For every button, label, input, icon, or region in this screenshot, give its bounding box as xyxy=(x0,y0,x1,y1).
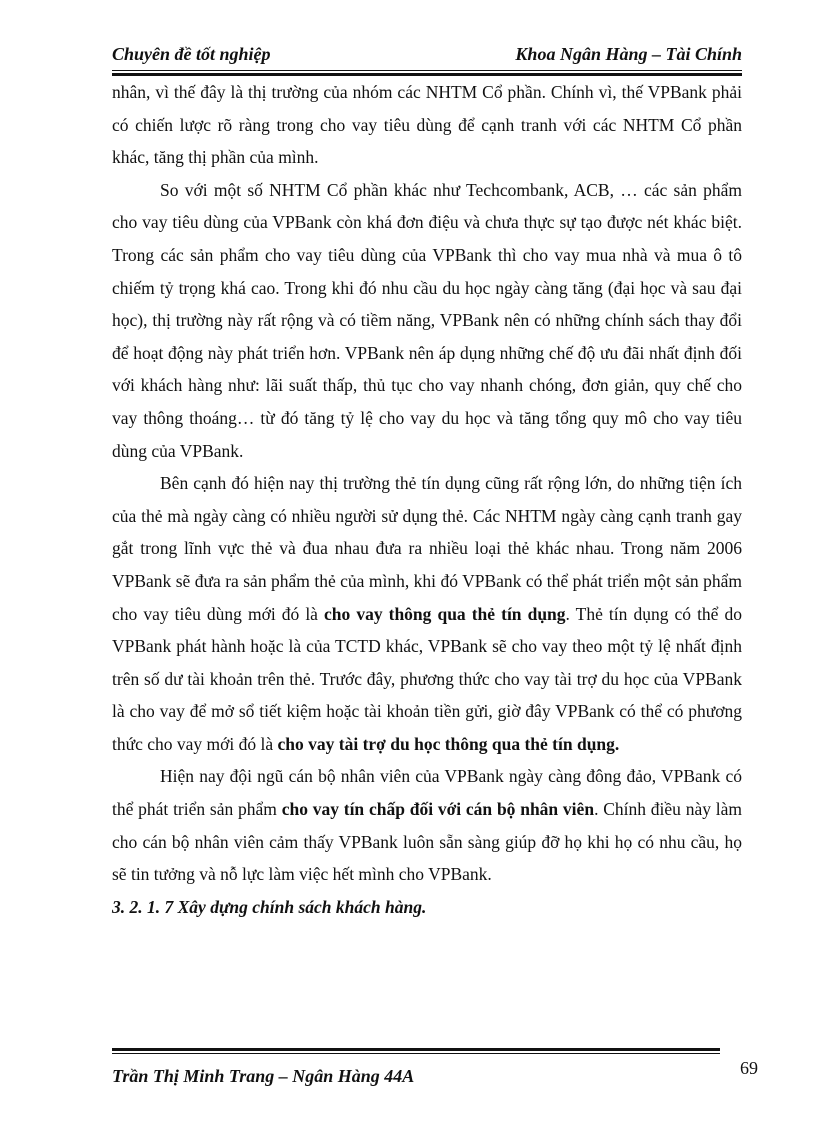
page-header xyxy=(112,38,742,68)
header-rule-thin xyxy=(112,70,742,71)
paragraph-4-text-a: Hiện nay đội ngũ cán bộ nhân viên của VPBank ngày càng đông đảo, VPBank có thể phát triển sản phẩm xyxy=(112,766,742,820)
footer-rule-thin xyxy=(112,1053,720,1054)
paragraph-1: nhân, vì thế đây là thị trường của nhóm các NHTM Cổ phần. Chính vì, thế VPBank phải có chiến lược rõ ràng trong cho vay tiêu dùng để cạnh tranh với các NHTM Cổ phần khác, tăng thị phần của mình. xyxy=(112,82,742,168)
page-footer xyxy=(112,1048,758,1098)
header-title-left: Chuyên đề tốt nghiệp xyxy=(112,44,271,64)
paragraph-3 xyxy=(112,467,742,760)
header-title-right: Khoa Ngân Hàng – Tài Chính xyxy=(515,44,742,64)
paragraph-4-bold-b: cho vay tín chấp đối với cán bộ nhân viên xyxy=(281,799,595,820)
footer-rule-thick xyxy=(112,1048,720,1051)
page-number: 69 xyxy=(740,1058,758,1078)
paragraph-4 xyxy=(112,760,742,890)
paragraph-4-text-c: . Chính điều này làm cho cán bộ nhân viên cảm thấy VPBank luôn sẵn sàng giúp đỡ họ khi họ có nhu cầu, họ sẽ tin tưởng và nỗ lực làm việc hết mình cho VPBank. xyxy=(112,799,742,885)
document-body xyxy=(112,76,742,923)
paragraph-3-text-a: Bên cạnh đó hiện nay thị trường thẻ tín dụng cũng rất rộng lớn, do những tiện ích của thẻ mà ngày càng có nhiều người sử dụng thẻ. Các NHTM ngày càng cạnh tranh gay gắt trong lĩnh vực thẻ và đua nhau đưa ra nhiều loại thẻ khác nhau. Trong năm 2006 VPBank sẽ đưa ra sản phẩm thẻ của mình, khi đó VPBank có thể phát triển một sản phẩm cho vay tiêu dùng mới đó là xyxy=(112,473,742,624)
paragraph-2: So với một số NHTM Cổ phần khác như Techcombank, ACB, … các sản phẩm cho vay tiêu dùng của VPBank còn khá đơn điệu và chưa thực sự tạo được nét khác biệt. Trong các sản phẩm cho vay tiêu dùng của VPBank thì cho vay mua nhà và mua ô tô chiếm tỷ trọng khá cao. Trong khi đó nhu cầu du học ngày càng tăng (đại học và sau đại học), thị trường này rất rộng và có tiềm năng, VPBank nên có những chính sách thay đổi để hoạt động này phát triển hơn. VPBank nên áp dụng những chế độ ưu đãi nhất định đối với khách hàng như: lãi suất thấp, thủ tục cho vay nhanh chóng, đơn giản, quy chế cho vay thông thoáng… từ đó tăng tỷ lệ cho vay du học và tăng tổng quy mô cho vay tiêu dùng của VPBank. xyxy=(112,179,742,461)
paragraph-3-bold-a: cho vay thông qua thẻ tín dụng xyxy=(324,603,566,624)
footer-author: Trần Thị Minh Trang – Ngân Hàng 44A xyxy=(112,1066,415,1086)
paragraph-3-bold-d: cho vay tài trợ du học thông qua thẻ tín dụng. xyxy=(277,733,620,754)
paragraph-3-text-c: . Thẻ tín dụng có thể do VPBank phát hành hoặc là của TCTD khác, VPBank sẽ cho vay theo một tỷ lệ nhất định trên số dư tài khoản trên thẻ. Trước đây, phương thức cho vay tài trợ du học của VPBank là cho vay để mở sổ tiết kiệm hoặc tài khoản tiền gửi, giờ đây VPBank có thể có phương thức cho vay mới đó là xyxy=(112,603,742,754)
section-heading: 3. 2. 1. 7 Xây dựng chính sách khách hàng. xyxy=(112,896,427,917)
